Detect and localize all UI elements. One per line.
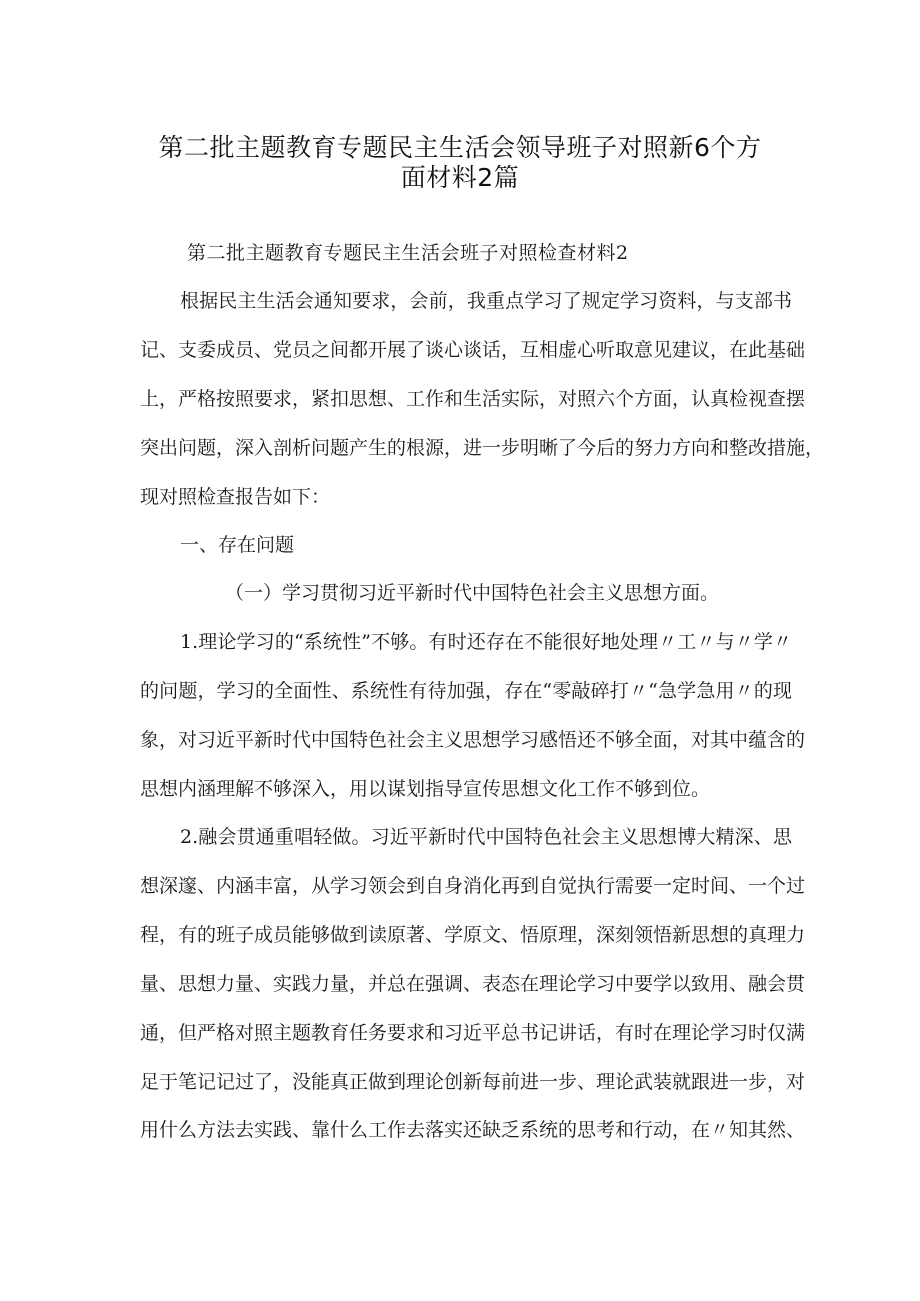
- point1-line: 思想内涵理解不够深入，用以谋划指导宣传思想文化工作不够到位。: [140, 778, 711, 800]
- point2-line: 足于笔记记过了，没能真正做到理论创新每前进一步、理论武装就跟进一步，对: [140, 1071, 806, 1093]
- intro-line: 记、支委成员、党员之间都开展了谈心谈话，互相虚心听取意见建议，在此基础: [140, 339, 806, 361]
- point2-line: 用什么方法去实践、靠什么工作去落实还缺乏系统的思考和行动，在〃知其然、: [140, 1119, 806, 1141]
- document-title-line-1: 第二批主题教育专题民主生活会领导班子对照新6个方: [158, 133, 762, 162]
- document-subtitle: 第二批主题教育专题民主生活会班子对照检查材料2: [187, 242, 629, 264]
- point1-line: 1.理论学习的“系统性”不够。有时还存在不能很好地处理〃工〃与〃学〃: [180, 631, 792, 653]
- point1-line: 象，对习近平新时代中国特色社会主义思想学习感悟还不够全面，对其中蕴含的: [140, 729, 806, 751]
- point1-line: 的问题，学习的全面性、系统性有待加强，存在“零敲碎打〃“急学急用〃的现: [140, 680, 792, 702]
- point2-line: 2.融会贯通重唱轻做。习近平新时代中国特色社会主义思想博大精深、思: [180, 826, 792, 848]
- point2-line: 想深邃、内涵丰富，从学习领会到自身消化再到自觉执行需要一定时间、一个过: [140, 875, 806, 897]
- intro-line: 突出问题，深入剖析问题产生的根源，进一步明晰了今后的努力方向和整改措施，: [140, 437, 825, 459]
- section-heading: 一、存在问题: [180, 534, 295, 556]
- point2-line: 量、思想力量、实践力量，并总在强调、表态在理论学习中要学以致用、融会贯: [140, 973, 806, 995]
- intro-line: 上，严格按照要求，紧扣思想、工作和生活实际，对照六个方面，认真检视查摆: [140, 388, 806, 410]
- intro-line: 根据民主生活会通知要求，会前，我重点学习了规定学习资料，与支部书: [180, 290, 792, 312]
- point2-line: 程，有的班子成员能够做到读原著、学原文、悟原理，深刻领悟新思想的真理力: [140, 924, 806, 946]
- subsection-heading: （一）学习贯彻习近平新时代中国特色社会主义思想方面。: [225, 582, 720, 604]
- point2-line: 通，但严格对照主题教育任务要求和习近平总书记讲话，有时在理论学习时仅满: [140, 1022, 806, 1044]
- document-title-line-2: 面材料2篇: [400, 163, 520, 192]
- intro-line: 现对照检查报告如下：: [140, 486, 331, 508]
